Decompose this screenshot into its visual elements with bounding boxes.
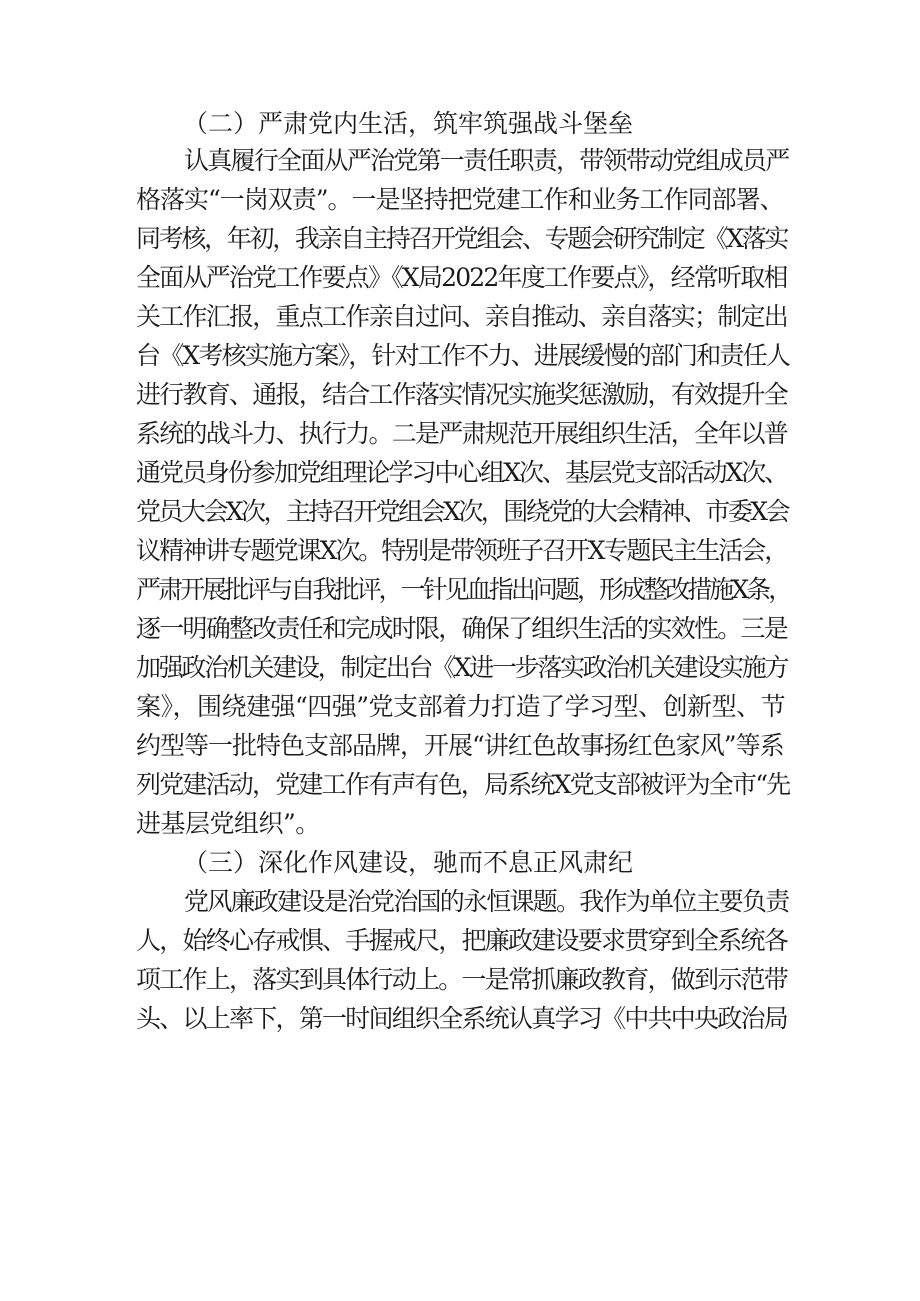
section-3-heading: （三）深化作风建设，驰而不息正风肃纪: [183, 848, 634, 877]
paragraph-line: 人，始终心存戒惧、手握戒尺，把廉政建设要求贯穿到全系统各: [136, 926, 788, 955]
paragraph-line: 进行教育、通报，结合工作落实情况实施奖惩激励，有效提升全: [136, 380, 788, 409]
paragraph-line: 同考核，年初，我亲自主持召开党组会、专题会研究制定《X落实: [136, 224, 788, 253]
paragraph-line: 格落实“一岗双责”。一是坚持把党建工作和业务工作同部署、: [136, 185, 784, 214]
paragraph-line: 台《X考核实施方案》，针对工作不力、进展缓慢的部门和责任人: [136, 341, 790, 370]
paragraph-line: 党风廉政建设是治党治国的永恒课题。我作为单位主要负责: [184, 887, 789, 916]
paragraph-line: 约型等一批特色支部品牌，开展“讲红色故事扬红色家风”等系: [136, 731, 784, 760]
paragraph-line: 通党员身份参加党组理论学习中心组X次、基层党支部活动X次、: [136, 458, 788, 487]
paragraph-line: 党员大会X次，主持召开党组会X次，围绕党的大会精神、市委X会: [136, 497, 788, 526]
paragraph-line: 严肃开展批评与自我批评，一针见血指出问题，形成整改措施X条，: [136, 575, 791, 604]
paragraph-line: 头、以上率下，第一时间组织全系统认真学习《中共中央政治局: [136, 1004, 788, 1033]
paragraph-line: 关工作汇报，重点工作亲自过问、亲自推动、亲自落实；制定出: [136, 302, 788, 331]
section-2-heading: （二）严肃党内生活，筑牢筑强战斗堡垒: [183, 109, 634, 138]
paragraph-line: 项工作上，落实到具体行动上。一是常抓廉政教育，做到示范带: [136, 965, 788, 994]
paragraph-line: 全面从严治党工作要点》《X局2022年度工作要点》，经常听取相: [136, 263, 787, 292]
paragraph-line: 列党建活动，党建工作有声有色，局系统X党支部被评为全市“先: [136, 770, 790, 799]
paragraph-line: 系统的战斗力、执行力。二是严肃规范开展组织生活，全年以普: [136, 419, 788, 448]
paragraph-line: 加强政治机关建设，制定出台《X进一步落实政治机关建设实施方: [136, 653, 788, 682]
paragraph-line: 案》，围绕建强“四强”党支部着力打造了学习型、创新型、节: [136, 692, 786, 721]
paragraph-line: 议精神讲专题党课X次。特别是带领班子召开X专题民主生活会，: [136, 536, 788, 565]
paragraph-line: 认真履行全面从严治党第一责任职责，带领带动党组成员严: [184, 146, 789, 175]
paragraph-line: 进基层党组织”。: [136, 809, 320, 838]
paragraph-line: 逐一明确整改责任和完成时限，确保了组织生活的实效性。三是: [136, 614, 788, 643]
